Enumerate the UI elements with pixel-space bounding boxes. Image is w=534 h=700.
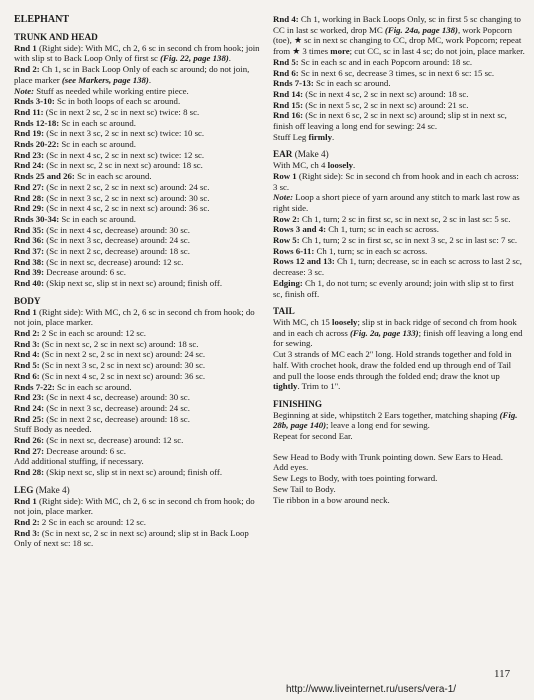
leg-heading-sub: (Make 4) <box>33 484 70 495</box>
row-text: (Sc in next 6 sc, 2 sc in next sc) around; slip st in next sc, finish off leaving a long end for sewing: 24 sc. <box>273 110 507 132</box>
row-text: (Sc in next 3 sc, 2 sc in next sc) twice: 10 sc. <box>44 128 205 139</box>
row-text: (Sc in next sc, decrease) around: 12 sc. <box>44 256 184 267</box>
ear-instructions <box>273 160 525 299</box>
row-text: Ch 1, turn; 2 sc in first sc, sc in next 3 sc, 2 sc in last sc: 7 sc. <box>299 235 518 246</box>
row-label: Rnd 28: <box>14 467 45 478</box>
row-text: (Sc in next 3 sc, decrease) around: 24 sc. <box>44 402 190 413</box>
figure-reference: (Fig. 24a, page 138) <box>384 24 458 35</box>
section-heading-body: BODY <box>14 295 41 306</box>
row-text: Ch 1, turn; sc in each sc across. <box>314 245 428 256</box>
row-text: Ch 1, working in Back Loops Only, sc in first 5 sc changing to CC in last sc worked, drop MC <box>273 14 521 35</box>
row-text: Ch 1, do not turn; sc evenly around; join with slip st to first sc, finish off. <box>273 277 514 299</box>
row-text: (Sc in next 4 sc, 2 sc in next sc) around: 18 sc. <box>303 88 469 99</box>
row-text: (Right side): With MC, ch 2, 6 sc in second ch from hook; do not join, place marker. <box>14 495 255 517</box>
row-text: (Sc in next 2 sc, decrease) around: 18 sc. <box>44 413 190 424</box>
row-label: Rnd 2: <box>14 516 40 527</box>
row-label: Rnd 1 <box>14 42 37 53</box>
instruction-row <box>14 392 266 403</box>
assembly-step: Sew Head to Body with Trunk pointing down. Sew Ears to Head. <box>273 451 503 462</box>
row-text: (Sc in next 3 sc, 2 sc in next sc) around: 30 sc. <box>39 360 206 371</box>
instruction-row <box>14 467 266 478</box>
instruction-row <box>14 403 266 414</box>
section-heading-trunk: TRUNK AND HEAD <box>14 32 98 42</box>
row-label: Rnds 12-18: <box>14 117 60 128</box>
instruction-row <box>14 328 266 339</box>
row-text-end: ; cut CC, sc in last 4 sc; do not join, place marker. <box>349 46 525 57</box>
row-text: Cut 3 strands of MC each 2" long. Hold strands together and fold in half. With crochet hook, draw the folded end up through end of Tail and pull the loose ends through the folded end; draw the knot up <box>273 349 512 381</box>
row-label: Rnds 30-34: <box>14 213 60 224</box>
row-label: Rnds 20-22: <box>14 139 60 150</box>
row-label: Rnd 36: <box>14 235 45 246</box>
instruction-row <box>273 78 525 89</box>
instruction-row <box>273 278 525 299</box>
right-column <box>273 14 525 505</box>
row-label: Rnd 25: <box>14 413 45 424</box>
row-label: Rnd 29: <box>14 203 45 214</box>
instruction-row <box>14 339 266 350</box>
row-label: Rnds 25 and 26: <box>14 171 75 182</box>
row-label: Rnd 5: <box>273 56 299 67</box>
row-text: Decrease around: 6 sc. <box>44 445 126 456</box>
figure-reference: (see Markers, page 138) <box>61 74 149 85</box>
instruction-row <box>14 307 266 328</box>
row-label: Rnd 19: <box>14 128 45 139</box>
instruction-row <box>273 256 525 277</box>
instruction-row <box>14 349 266 360</box>
instruction-row <box>14 118 266 129</box>
row-text: Stuff Leg <box>273 131 309 142</box>
row-text: ; slip st in back ridge of second ch from hook and in each ch across <box>273 316 517 338</box>
instruction-row <box>14 128 266 139</box>
row-label: Rnd 27: <box>14 445 45 456</box>
row-label: Rnd 23: <box>14 149 45 160</box>
page-number: 117 <box>494 668 511 680</box>
row-label: Rows 12 and 13: <box>273 256 335 267</box>
row-text: Sc in each sc around. <box>59 117 136 128</box>
ear-heading-sub: (Make 4) <box>292 149 329 160</box>
assembly-step: Add eyes. <box>273 462 309 473</box>
row-text: (Skip next sc, slip st in next sc) around; finish off. <box>44 467 223 478</box>
instruction-row <box>14 214 266 225</box>
row-text: (Sc in next 2 sc, decrease) around: 18 sc. <box>44 246 190 257</box>
ear-heading-text: EAR <box>273 149 293 160</box>
row-text: (Sc in next sc, 2 sc in next sc) around: 18 sc. <box>44 160 203 171</box>
row-label: Row 2: <box>273 213 300 224</box>
row-label: Rnd 3: <box>14 338 40 349</box>
note-label: Note: <box>14 85 35 96</box>
instruction-row <box>14 193 266 204</box>
figure-reference: (Fig. 28b, page 140) <box>273 409 518 431</box>
row-text: Repeat for second Ear. <box>273 431 353 442</box>
row-emphasis: tightly <box>273 381 298 392</box>
row-text: Sc in each sc around. <box>59 213 136 224</box>
instruction-row <box>14 246 266 257</box>
row-text-end: . <box>331 131 335 142</box>
row-text: With MC, ch 4 <box>273 160 328 171</box>
instruction-row <box>273 132 525 143</box>
row-text: Ch 1, turn; 2 sc in first sc, sc in next sc, 2 sc in last sc: 5 sc. <box>299 213 511 224</box>
row-text: Loop a short piece of yarn around any stitch to mark last row as right side. <box>273 192 520 213</box>
trunk-instructions <box>14 43 266 289</box>
assembly-step: Sew Tail to Body. <box>273 483 336 494</box>
row-text: (Sc in next 4 sc, 2 sc in next sc) twice: 12 sc. <box>44 149 205 160</box>
row-label: Row 1 <box>273 170 297 181</box>
instruction-row <box>14 496 266 517</box>
row-text-end: ; finish off leaving a long end for sewing. <box>273 327 523 349</box>
row-text: (Skip next sc, slip st in next sc) around; finish off. <box>44 278 223 289</box>
row-label: Rnd 15: <box>273 99 304 110</box>
row-text: Sc in each sc around. <box>54 381 132 392</box>
leg-instructions-cont <box>273 14 525 142</box>
row-text: (Sc in next sc, decrease) around: 12 sc. <box>44 435 184 446</box>
row-text: Sc in both loops of each sc around. <box>54 96 181 107</box>
row-text: (Sc in next sc, 2 sc in next sc) around; slip st in Back Loop Only of next sc: 18 sc. <box>14 527 249 549</box>
instruction-row <box>14 43 266 64</box>
instruction-row <box>14 360 266 371</box>
instruction-row <box>273 246 525 257</box>
row-label: Rnd 2: <box>14 64 40 75</box>
section-heading-leg <box>14 485 266 496</box>
instruction-row <box>273 57 525 68</box>
instruction-row <box>14 435 266 446</box>
row-text: (Sc in next sc, 2 sc in next sc) around: 18 sc. <box>39 338 199 349</box>
watermark-url: http://www.liveinternet.ru/users/vera-1/ <box>286 684 457 695</box>
row-label: Rnd 16: <box>273 110 304 121</box>
row-text-end: . <box>148 74 152 85</box>
instruction-row <box>14 371 266 382</box>
assembly-step: Sew Legs to Body, with toes pointing forward. <box>273 473 438 484</box>
instruction-row <box>14 414 266 425</box>
row-label: Rnd 26: <box>14 435 45 446</box>
row-text: Sc in each sc around. <box>313 78 391 89</box>
instruction-row <box>273 68 525 79</box>
row-text: (Sc in next 4 sc, decrease) around: 30 sc. <box>44 392 190 403</box>
row-label: Rnd 1 <box>14 495 37 506</box>
row-label: Rnd 23: <box>14 392 45 403</box>
finishing-instructions <box>273 410 525 442</box>
instruction-row <box>273 110 525 131</box>
row-text: Sc in each sc and in each Popcorn around: 18 sc. <box>298 56 473 67</box>
row-label: Rnd 2: <box>14 327 40 338</box>
row-text: (Sc in next 2 sc, 2 sc in next sc) around: 24 sc. <box>39 349 206 360</box>
row-text: (Sc in next 4 sc, decrease) around: 30 sc. <box>44 224 190 235</box>
instruction-row <box>14 225 266 236</box>
left-column <box>14 14 266 549</box>
pattern-title: ELEPHANT <box>14 14 70 25</box>
instruction-row <box>14 235 266 246</box>
note-label: Note: <box>273 192 294 203</box>
leg-heading-text: LEG <box>14 484 34 495</box>
row-text: Sc in each sc around. <box>74 171 152 182</box>
row-text: Stuff Body as needed. <box>14 424 92 435</box>
instruction-row <box>273 235 525 246</box>
instruction-row <box>273 171 525 192</box>
row-label: Rnds 7-13: <box>273 78 314 89</box>
instruction-row <box>273 192 525 213</box>
row-text: (Sc in next 2 sc, 2 sc in next sc) around: 24 sc. <box>44 181 210 192</box>
body-instructions <box>14 307 266 478</box>
instruction-row <box>14 150 266 161</box>
row-text: (Right side): With MC, ch 2, 6 sc in second ch from hook; do not join, place marker. <box>14 306 255 328</box>
row-label: Rnd 14: <box>273 88 304 99</box>
row-label: Row 5: <box>273 235 300 246</box>
instruction-row <box>14 107 266 118</box>
assembly-step: Tie ribbon in a bow around neck. <box>273 494 390 505</box>
row-text: (Sc in next 3 sc, 2 sc in next sc) around: 30 sc. <box>44 192 210 203</box>
row-text: (Sc in next 5 sc, 2 sc in next sc) around: 21 sc. <box>303 99 469 110</box>
instruction-row <box>273 349 525 392</box>
row-label: Edging: <box>273 277 303 288</box>
row-label: Rnd 24: <box>14 402 45 413</box>
row-label: Rnd 40: <box>14 278 45 289</box>
row-label: Rnd 3: <box>14 527 40 538</box>
instruction-row <box>14 446 266 457</box>
instruction-row <box>14 203 266 214</box>
instruction-row <box>14 424 266 435</box>
instruction-row <box>14 278 266 289</box>
instruction-row <box>14 382 266 393</box>
instruction-row <box>273 317 525 349</box>
row-text: Ch 1, turn; decrease, sc in each sc across to last 2 sc, decrease: 3 sc. <box>273 256 522 278</box>
row-text: (Sc in next 3 sc, decrease) around: 24 sc. <box>44 235 190 246</box>
row-text: Stuff as needed while working entire piece. <box>34 85 189 96</box>
row-label: Rnd 39: <box>14 267 45 278</box>
row-text: (Sc in next 4 sc, 2 sc in next sc) around: 36 sc. <box>44 203 210 214</box>
instruction-row <box>14 139 266 150</box>
row-emphasis: more <box>330 46 350 57</box>
instruction-row <box>273 431 525 442</box>
instruction-row <box>14 96 266 107</box>
instruction-row <box>273 89 525 100</box>
row-label: Rnd 4: <box>273 14 299 24</box>
row-label: Rnd 35: <box>14 224 45 235</box>
leg-instructions-start <box>14 496 266 550</box>
row-text: , work Popcorn (toe), ★ sc in next sc changing to CC, drop MC, work Popcorn; repeat from ★ 3 times <box>273 24 522 57</box>
row-text: Ch 1, turn; sc in each sc across. <box>326 224 439 235</box>
row-emphasis: loosely <box>327 160 354 171</box>
row-label: Rnd 4: <box>14 349 40 360</box>
row-text: (Right side): Sc in second ch from hook and in each ch across: 3 sc. <box>273 170 519 192</box>
row-text: Ch 1, sc in Back Loop Only of each sc around; do not join, place marker <box>14 64 250 85</box>
row-label: Rnd 6: <box>14 370 40 381</box>
instruction-row <box>14 171 266 182</box>
section-heading-finishing: FINISHING <box>273 398 323 409</box>
row-label: Rnd 28: <box>14 192 45 203</box>
row-label: Rnd 1 <box>14 306 37 317</box>
row-label: Rnd 38: <box>14 256 45 267</box>
row-text: Beginning at side, whipstitch 2 Ears together, matching shaping <box>273 409 500 420</box>
row-label: Rnd 27: <box>14 181 45 192</box>
instruction-row <box>14 267 266 278</box>
row-text: Sc in each sc around. <box>59 139 136 150</box>
instruction-row <box>273 100 525 111</box>
row-label: Rows 6-11: <box>273 245 315 256</box>
figure-reference: (Fig. 2a, page 133) <box>349 327 419 338</box>
row-label: Rnd 5: <box>14 360 40 371</box>
row-label: Rnds 3-10: <box>14 96 55 107</box>
instruction-row <box>14 257 266 268</box>
row-label: Rnd 37: <box>14 246 45 257</box>
row-label: Rnd 11: <box>14 106 44 117</box>
instruction-row <box>14 86 266 97</box>
instruction-row <box>14 528 266 549</box>
instruction-row <box>14 64 266 85</box>
row-text: Decrease around: 6 sc. <box>44 267 126 278</box>
instruction-row <box>14 456 266 467</box>
instruction-row <box>273 224 525 235</box>
assembly-instructions <box>273 452 525 506</box>
section-heading-ear <box>273 149 525 160</box>
instruction-row <box>273 160 525 171</box>
row-label: Rnd 24: <box>14 160 45 171</box>
row-text-end: ; leave a long end for sewing. <box>326 420 430 431</box>
row-text: (Sc in next 4 sc, 2 sc in next sc) around: 36 sc. <box>39 370 206 381</box>
row-emphasis: loosely <box>332 316 358 327</box>
row-label: Rows 3 and 4: <box>273 224 327 235</box>
row-emphasis: firmly <box>308 131 332 142</box>
instruction-row <box>273 14 525 57</box>
row-text: 2 Sc in each sc around: 12 sc. <box>39 327 146 338</box>
row-text-end: . Trim to 1". <box>297 381 341 392</box>
row-text: Sc in next 6 sc, decrease 3 times, sc in next 6 sc: 15 sc. <box>298 67 495 78</box>
row-text-end: . <box>228 53 231 64</box>
row-text: Add additional stuffing, if necessary. <box>14 456 144 467</box>
row-text: 2 Sc in each sc around: 12 sc. <box>39 516 146 527</box>
row-text: (Sc in next 2 sc, 2 sc in next sc) twice: 8 sc. <box>43 106 200 117</box>
instruction-row <box>14 182 266 193</box>
tail-instructions <box>273 317 525 392</box>
instruction-row <box>273 214 525 225</box>
figure-reference: (Fig. 22, page 138) <box>160 53 229 64</box>
row-text: With MC, ch 15 <box>273 316 333 327</box>
instruction-row <box>14 160 266 171</box>
row-label: Rnd 6: <box>273 67 299 78</box>
section-heading-tail: TAIL <box>273 306 295 317</box>
row-text-end: . <box>353 160 356 171</box>
instruction-row <box>273 410 525 431</box>
row-text: (Right side): With MC, ch 2, 6 sc in second ch from hook; join with slip st to Back Loop Only of first sc <box>14 42 260 64</box>
instruction-row <box>14 517 266 528</box>
row-label: Rnds 7-22: <box>14 381 55 392</box>
